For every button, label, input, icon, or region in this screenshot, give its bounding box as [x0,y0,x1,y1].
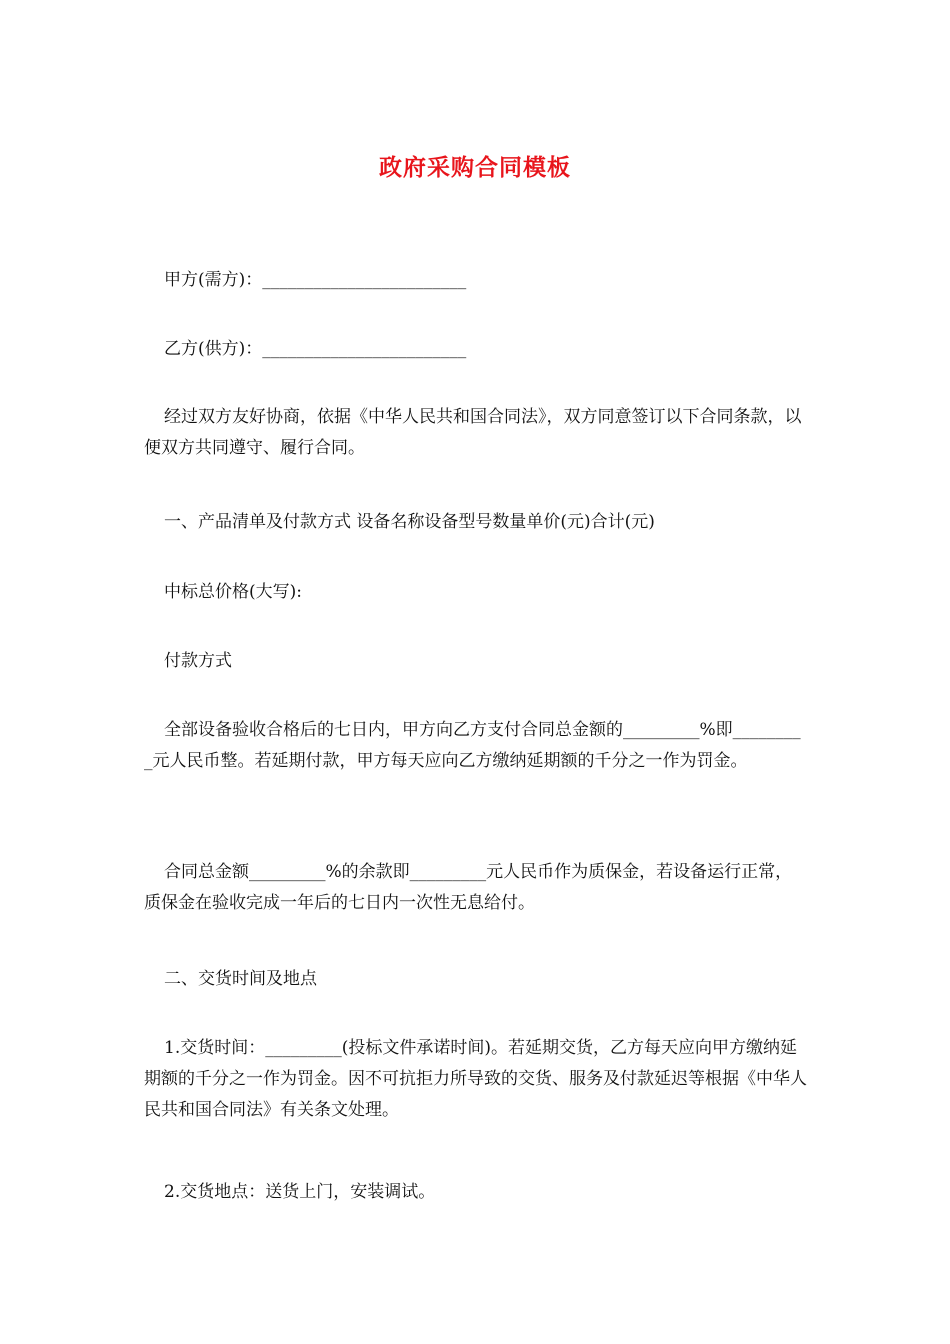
bid-total-price-line: 中标总价格(大写): [164,582,302,602]
payment-method-heading: 付款方式 [164,651,232,671]
delivery-place-paragraph: 2.交货地点：送货上门，安装调试。 [164,1182,436,1202]
party-a-line: 甲方(需方)：________________________ [164,270,467,290]
retention-paragraph: 合同总金额_________%的余款即_________元人民币作为质保金，若设备运行正常，质保金在验收完成一年后的七日内一次性无息给付。 [144,862,793,913]
document-title: 政府采购合同模板 [379,154,571,181]
party-b-line: 乙方(供方)：________________________ [164,339,467,359]
intro-paragraph: 经过双方友好协商，依据《中华人民共和国合同法》，双方同意签订以下合同条款，以便双方共同遵守、履行合同。 [144,407,802,458]
section-heading-delivery: 二、交货时间及地点 [164,969,317,989]
delivery-time-paragraph: 1.交货时间：_________(投标文件承诺时间)。若延期交货，乙方每天应向甲方缴纳延期额的千分之一作为罚金。因不可抗拒力所导致的交货、服务及付款延迟等根据《中华人民共和国合同法》有关条文处理。 [144,1038,807,1120]
payment-terms-paragraph: 全部设备验收合格后的七日内，甲方向乙方支付合同总金额的_________%即_________元人民币整。若延期付款，甲方每天应向乙方缴纳延期额的千分之一作为罚金。 [144,720,801,771]
section-heading-products-payment: 一、产品清单及付款方式 设备名称设备型号数量单价(元)合计(元) [164,512,655,532]
